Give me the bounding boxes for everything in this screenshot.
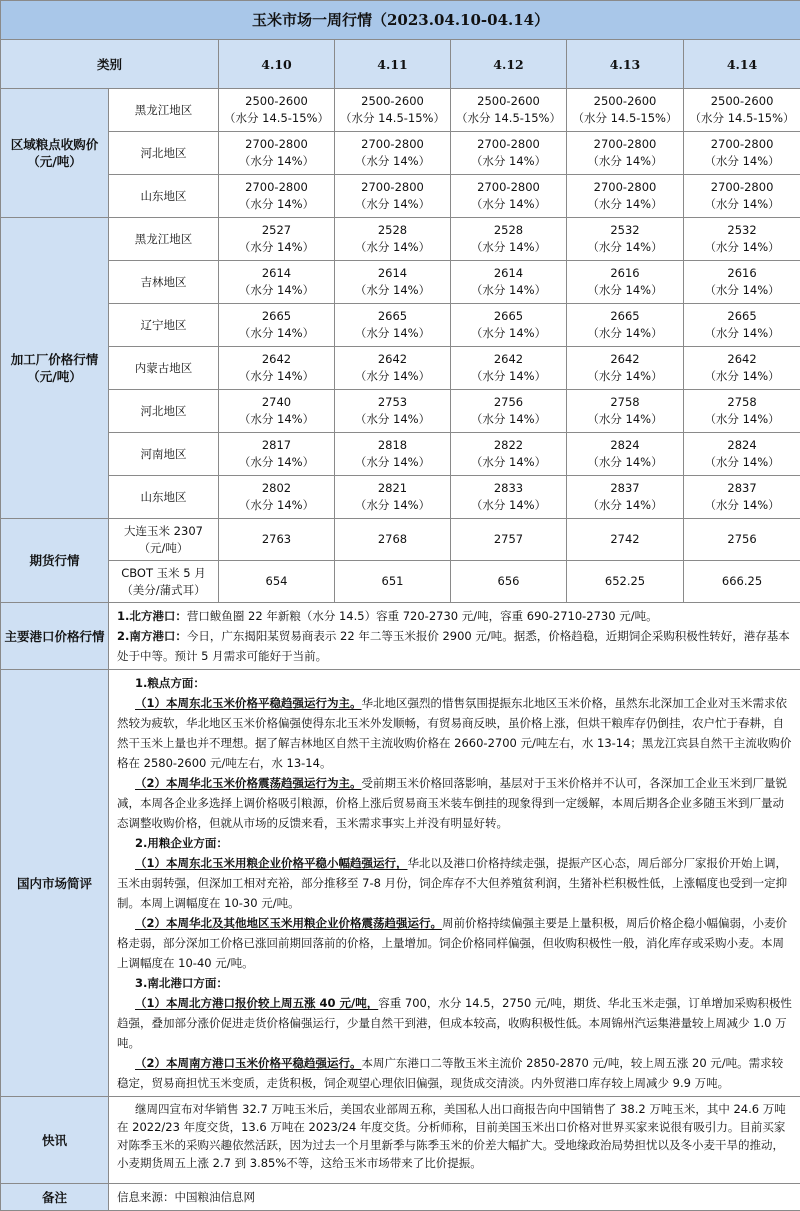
price-value: 2700-2800 xyxy=(245,137,308,151)
futures-row xyxy=(1,561,800,603)
price-value: 2665 xyxy=(727,309,756,323)
review-section-title xyxy=(117,833,792,853)
price-value: 2616 xyxy=(610,266,639,280)
grain-purchase-row xyxy=(1,89,800,132)
review-paragraph xyxy=(117,693,792,773)
paragraph-text: 受前期玉米价格回落影响，基层对于玉米价格并不认可，各深加工企业玉米到厂量锐减，本周各企业多选择上调价格吸引粮源，价格上涨后贸易商玉米装车倒挂的现象得到一定缓解，本周后期各企业多随玉米到厂量动态调整收购价格，但就从市场的反馈来看，玉米需求事实上并没有明显好转。 xyxy=(117,776,787,830)
price-value: 2532 xyxy=(610,223,639,237)
price-value: 2614 xyxy=(378,266,407,280)
price-value: 2833 xyxy=(494,481,523,495)
factory-price-row xyxy=(1,304,800,347)
price-cell xyxy=(219,347,335,390)
south-port-paragraph xyxy=(117,626,792,666)
price-value: 2665 xyxy=(610,309,639,323)
moisture-note: （水分 14%） xyxy=(471,412,546,426)
moisture-note: （水分 14%） xyxy=(471,240,546,254)
price-cell xyxy=(451,347,567,390)
ports-row xyxy=(1,603,800,670)
moisture-note: （水分 14%） xyxy=(355,412,430,426)
review-paragraph xyxy=(117,993,792,1053)
review-label: 国内市场简评 xyxy=(1,670,109,1097)
price-value: 2665 xyxy=(378,309,407,323)
news-row xyxy=(1,1097,800,1184)
moisture-note: （水分 14.5-15%） xyxy=(690,111,795,125)
futures-value: 666.25 xyxy=(684,561,800,603)
grain-purchase-label: 区域粮点收购价（元/吨） xyxy=(1,89,109,218)
price-cell xyxy=(567,433,684,476)
price-value: 2700-2800 xyxy=(361,180,424,194)
date-header: 4.10 xyxy=(219,40,335,89)
moisture-note: （水分 14%） xyxy=(355,197,430,211)
futures-label: 期货行情 xyxy=(1,519,109,603)
paragraph-text: 华北地区强烈的惜售氛围提振东北地区玉米价格，虽然东北深加工企业对玉米需求依然较为疲软，华北地区玉米价格偏强使得东北玉米外发顺畅，有贸易商反映，虽价格上涨，但烘干粮库存仍倒挂，农户忙于春耕，自然干玉米上量也并不理想。据了解吉林地区自然干主流收购价格在 2660-2700 元/吨左右，水 13-14；黑龙江宾县自然干主流收购价格在 2580-2600 元/吨左右，水 13-14。 xyxy=(117,696,791,770)
price-value: 2527 xyxy=(262,223,291,237)
price-value: 2665 xyxy=(262,309,291,323)
price-cell xyxy=(219,89,335,132)
price-value: 2614 xyxy=(262,266,291,280)
price-value: 2532 xyxy=(727,223,756,237)
news-text xyxy=(109,1097,800,1184)
price-value: 2837 xyxy=(610,481,639,495)
factory-price-label: 加工厂价格行情（元/吨） xyxy=(1,218,109,519)
futures-contract xyxy=(109,519,219,561)
ports-label: 主要港口价格行情 xyxy=(1,603,109,670)
moisture-note: （水分 14%） xyxy=(471,197,546,211)
region-name: 辽宁地区 xyxy=(109,304,219,347)
moisture-note: （水分 14%） xyxy=(471,154,546,168)
moisture-note: （水分 14%） xyxy=(704,326,779,340)
price-cell xyxy=(335,218,451,261)
review-paragraph xyxy=(117,853,792,913)
review-section-title xyxy=(117,973,792,993)
price-value: 2642 xyxy=(727,352,756,366)
paragraph-heading: （1）本周东北玉米用粮企业价格平稳小幅趋强运行， xyxy=(135,856,408,870)
region-name: 河北地区 xyxy=(109,390,219,433)
price-cell xyxy=(567,476,684,519)
contract-unit: （元/吨） xyxy=(139,541,189,555)
moisture-note: （水分 14%） xyxy=(587,240,662,254)
news-paragraph xyxy=(117,1100,792,1172)
price-cell xyxy=(335,261,451,304)
region-name: 山东地区 xyxy=(109,476,219,519)
moisture-note: （水分 14%） xyxy=(704,283,779,297)
price-cell xyxy=(335,175,451,218)
price-value: 2500-2600 xyxy=(594,94,657,108)
price-cell xyxy=(684,218,800,261)
price-cell xyxy=(219,261,335,304)
moisture-note: （水分 14%） xyxy=(355,369,430,383)
futures-value: 2742 xyxy=(567,519,684,561)
moisture-note: （水分 14%） xyxy=(355,326,430,340)
paragraph-heading: （2）本周华北及其他地区玉米用粮企业价格震荡趋强运行。 xyxy=(135,916,442,930)
moisture-note: （水分 14%） xyxy=(704,369,779,383)
ports-text xyxy=(109,603,800,670)
paragraph-text: 本周广东港口二等散玉米主流价 2850-2870 元/吨，较上周五涨 20 元/吨。需求较稳定，贸易商担忧玉米变质，走货积极，饲企观望心理依旧偏强，现货成交清淡。内外贸港口库存较上周减少 9.9 万吨。 xyxy=(117,1056,783,1090)
price-cell xyxy=(567,390,684,433)
price-value: 2756 xyxy=(494,395,523,409)
price-cell xyxy=(219,132,335,175)
grain-purchase-row xyxy=(1,132,800,175)
grain-purchase-row xyxy=(1,175,800,218)
news-label: 快讯 xyxy=(1,1097,109,1184)
moisture-note: （水分 14%） xyxy=(704,240,779,254)
moisture-note: （水分 14%） xyxy=(355,455,430,469)
moisture-note: （水分 14%） xyxy=(471,455,546,469)
price-cell xyxy=(335,89,451,132)
moisture-note: （水分 14.5-15%） xyxy=(340,111,445,125)
moisture-note: （水分 14%） xyxy=(587,455,662,469)
price-value: 2700-2800 xyxy=(477,180,540,194)
moisture-note: （水分 14%） xyxy=(587,326,662,340)
paragraph-text: 华北以及港口价格持续走强，提振产区心态，周后部分厂家报价开始上调，玉米由弱转强，但深加工相对充裕，部分推移至 7-8 月份，饲企库存不大但养殖贫利润，生猪补栏积极性低，上涨幅度也受到一定抑制。本周上调幅度在 10-30 元/吨。 xyxy=(117,856,787,910)
price-cell xyxy=(335,433,451,476)
price-cell xyxy=(451,476,567,519)
price-cell xyxy=(567,218,684,261)
price-value: 2642 xyxy=(610,352,639,366)
north-port-text: 营口鲅鱼圈 22 年新粮（水分 14.5）容重 720-2730 元/吨，容重 690-2710-2730 元/吨。 xyxy=(187,609,658,623)
review-paragraph xyxy=(117,773,792,833)
price-cell xyxy=(567,132,684,175)
review-section-title xyxy=(117,673,792,693)
price-cell xyxy=(684,175,800,218)
price-cell xyxy=(684,132,800,175)
moisture-note: （水分 14%） xyxy=(704,498,779,512)
futures-value: 2763 xyxy=(219,519,335,561)
price-cell xyxy=(219,175,335,218)
moisture-note: （水分 14%） xyxy=(704,412,779,426)
price-value: 2500-2600 xyxy=(245,94,308,108)
date-header: 4.11 xyxy=(335,40,451,89)
contract-name: CBOT 玉米 5 月 xyxy=(121,566,206,580)
price-cell xyxy=(219,390,335,433)
paragraph-text: 容重 700，水分 14.5，2750 元/吨，期货、华北玉米走强，订单增加采购积极性趋强，叠加部分涨价促进走货价格偏强运行，少量自然干到港，但成本较高，收购积极性低。本周锦州汽运集港量较上周减少 1.0 万吨。 xyxy=(117,996,792,1050)
moisture-note: （水分 14%） xyxy=(355,283,430,297)
paragraph-text: 周前价格持续偏强主要是上量积极，周后价格企稳小幅偏弱，小麦价格走弱，部分深加工价格已涨回前期回落前的价格，上量增加。饲企价格同样偏强，但收购积极性一般，消化库存或采购小麦。本周上调幅度在 10-40 元/吨。 xyxy=(117,916,787,970)
date-header: 4.13 xyxy=(567,40,684,89)
region-name: 黑龙江地区 xyxy=(109,218,219,261)
moisture-note: （水分 14%） xyxy=(239,154,314,168)
price-cell xyxy=(219,433,335,476)
region-name: 山东地区 xyxy=(109,175,219,218)
price-cell xyxy=(451,89,567,132)
moisture-note: （水分 14%） xyxy=(587,412,662,426)
price-cell xyxy=(567,347,684,390)
news-content: 继周四宣布对华销售 32.7 万吨玉米后，美国农业部周五称，美国私人出口商报告向中国销售了 38.2 万吨玉米，其中 24.6 万吨在 2022/23 年度交货，13.6 万吨在 2023/24 年度交货。分析师称，目前美国玉米出口价格对世界买家来说很有吸引力。目前买家对陈季玉米的采购兴趣依然活跃，因为过去一个月里新季与陈季玉米的价差大幅扩大。受地缘政治局势担忧以及冬小麦干旱的推动，小麦期货周五上涨 2.7 到 3.85%不等，这给玉米市场带来了比价提振。 xyxy=(117,1102,786,1170)
region-name: 河南地区 xyxy=(109,433,219,476)
price-value: 2614 xyxy=(494,266,523,280)
north-port-paragraph xyxy=(117,606,792,626)
factory-price-row xyxy=(1,476,800,519)
futures-value: 651 xyxy=(335,561,451,603)
price-value: 2700-2800 xyxy=(711,180,774,194)
moisture-note: （水分 14%） xyxy=(587,498,662,512)
moisture-note: （水分 14.5-15%） xyxy=(456,111,561,125)
futures-value: 2756 xyxy=(684,519,800,561)
moisture-note: （水分 14%） xyxy=(355,240,430,254)
futures-value: 656 xyxy=(451,561,567,603)
futures-value: 654 xyxy=(219,561,335,603)
price-cell xyxy=(451,175,567,218)
moisture-note: （水分 14%） xyxy=(471,498,546,512)
price-cell xyxy=(684,476,800,519)
factory-price-row xyxy=(1,390,800,433)
review-paragraph xyxy=(117,1053,792,1093)
futures-value: 2757 xyxy=(451,519,567,561)
moisture-note: （水分 14%） xyxy=(471,283,546,297)
remark-text xyxy=(109,1184,800,1211)
source-text: 信息来源：中国粮油信息网 xyxy=(117,1190,255,1204)
date-header: 4.14 xyxy=(684,40,800,89)
futures-contract xyxy=(109,561,219,603)
remark-label: 备注 xyxy=(1,1184,109,1211)
moisture-note: （水分 14%） xyxy=(239,412,314,426)
section-title: 1.粮点方面： xyxy=(135,676,205,690)
price-cell xyxy=(684,304,800,347)
price-value: 2642 xyxy=(494,352,523,366)
moisture-note: （水分 14%） xyxy=(239,240,314,254)
moisture-note: （水分 14%） xyxy=(587,197,662,211)
price-cell xyxy=(567,89,684,132)
price-cell xyxy=(219,304,335,347)
price-cell xyxy=(335,390,451,433)
north-port-label: 1.北方港口： xyxy=(117,609,187,623)
paragraph-heading: （1）本周东北玉米价格平稳趋强运行为主。 xyxy=(135,696,362,710)
moisture-note: （水分 14%） xyxy=(239,197,314,211)
price-value: 2642 xyxy=(262,352,291,366)
price-value: 2753 xyxy=(378,395,407,409)
price-cell xyxy=(335,304,451,347)
moisture-note: （水分 14%） xyxy=(239,455,314,469)
price-value: 2802 xyxy=(262,481,291,495)
region-name: 内蒙古地区 xyxy=(109,347,219,390)
price-value: 2616 xyxy=(727,266,756,280)
section-title: 2.用粮企业方面： xyxy=(135,836,228,850)
price-cell xyxy=(451,304,567,347)
price-cell xyxy=(219,218,335,261)
moisture-note: （水分 14.5-15%） xyxy=(573,111,678,125)
price-value: 2700-2800 xyxy=(477,137,540,151)
price-cell xyxy=(451,390,567,433)
price-value: 2817 xyxy=(262,438,291,452)
price-cell xyxy=(684,261,800,304)
price-cell xyxy=(567,175,684,218)
moisture-note: （水分 14.5-15%） xyxy=(224,111,329,125)
price-cell xyxy=(451,132,567,175)
moisture-note: （水分 14%） xyxy=(704,197,779,211)
moisture-note: （水分 14%） xyxy=(355,498,430,512)
contract-name: 大连玉米 2307 xyxy=(124,524,203,538)
factory-price-row xyxy=(1,261,800,304)
factory-price-row xyxy=(1,347,800,390)
price-value: 2821 xyxy=(378,481,407,495)
price-cell xyxy=(451,261,567,304)
moisture-note: （水分 14%） xyxy=(471,369,546,383)
price-value: 2700-2800 xyxy=(594,137,657,151)
price-cell xyxy=(219,476,335,519)
futures-row xyxy=(1,519,800,561)
factory-price-row xyxy=(1,433,800,476)
moisture-note: （水分 14%） xyxy=(704,455,779,469)
region-name: 黑龙江地区 xyxy=(109,89,219,132)
report-title: 玉米市场一周行情（2023.04.10-04.14） xyxy=(1,1,800,40)
price-cell xyxy=(335,347,451,390)
review-text xyxy=(109,670,800,1097)
paragraph-heading: （2）本周华北玉米价格震荡趋强运行为主。 xyxy=(135,776,362,790)
region-name: 河北地区 xyxy=(109,132,219,175)
moisture-note: （水分 14%） xyxy=(239,326,314,340)
price-cell xyxy=(684,390,800,433)
category-header: 类别 xyxy=(1,40,219,89)
price-value: 2824 xyxy=(727,438,756,452)
review-row xyxy=(1,670,800,1097)
south-port-label: 2.南方港口： xyxy=(117,629,187,643)
moisture-note: （水分 14%） xyxy=(704,154,779,168)
price-cell xyxy=(567,261,684,304)
region-name: 吉林地区 xyxy=(109,261,219,304)
moisture-note: （水分 14%） xyxy=(239,498,314,512)
moisture-note: （水分 14%） xyxy=(587,369,662,383)
moisture-note: （水分 14%） xyxy=(355,154,430,168)
section-title: 3.南北港口方面： xyxy=(135,976,228,990)
futures-value: 2768 xyxy=(335,519,451,561)
futures-value: 652.25 xyxy=(567,561,684,603)
moisture-note: （水分 14%） xyxy=(587,154,662,168)
contract-unit: （美分/蒲式耳） xyxy=(121,583,205,597)
paragraph-heading: （1）本周北方港口报价较上周五涨 40 元/吨， xyxy=(135,996,378,1010)
price-value: 2818 xyxy=(378,438,407,452)
price-cell xyxy=(451,433,567,476)
remark-row xyxy=(1,1184,800,1211)
price-cell xyxy=(684,433,800,476)
moisture-note: （水分 14%） xyxy=(471,326,546,340)
price-value: 2528 xyxy=(494,223,523,237)
moisture-note: （水分 14%） xyxy=(239,283,314,297)
price-cell xyxy=(684,347,800,390)
paragraph-heading: （2）本周南方港口玉米价格平稳趋强运行。 xyxy=(135,1056,362,1070)
price-value: 2642 xyxy=(378,352,407,366)
price-value: 2822 xyxy=(494,438,523,452)
price-value: 2665 xyxy=(494,309,523,323)
price-value: 2837 xyxy=(727,481,756,495)
price-value: 2500-2600 xyxy=(361,94,424,108)
price-value: 2500-2600 xyxy=(711,94,774,108)
price-cell xyxy=(684,89,800,132)
south-port-text: 今日，广东揭阳某贸易商表示 22 年二等玉米报价 2900 元/吨。据悉，价格趋稳，近期饲企采购积极性转好，港存基本处于中等。预计 5 月需求可能好于当前。 xyxy=(117,629,790,663)
date-header: 4.12 xyxy=(451,40,567,89)
factory-price-row xyxy=(1,218,800,261)
price-value: 2824 xyxy=(610,438,639,452)
moisture-note: （水分 14%） xyxy=(239,369,314,383)
price-cell xyxy=(567,304,684,347)
price-value: 2700-2800 xyxy=(245,180,308,194)
price-cell xyxy=(335,132,451,175)
moisture-note: （水分 14%） xyxy=(587,283,662,297)
price-value: 2528 xyxy=(378,223,407,237)
review-paragraph xyxy=(117,913,792,973)
price-value: 2740 xyxy=(262,395,291,409)
price-value: 2758 xyxy=(610,395,639,409)
price-value: 2700-2800 xyxy=(594,180,657,194)
price-value: 2700-2800 xyxy=(361,137,424,151)
price-value: 2758 xyxy=(727,395,756,409)
price-value: 2500-2600 xyxy=(477,94,540,108)
price-value: 2700-2800 xyxy=(711,137,774,151)
price-cell xyxy=(451,218,567,261)
price-cell xyxy=(335,476,451,519)
